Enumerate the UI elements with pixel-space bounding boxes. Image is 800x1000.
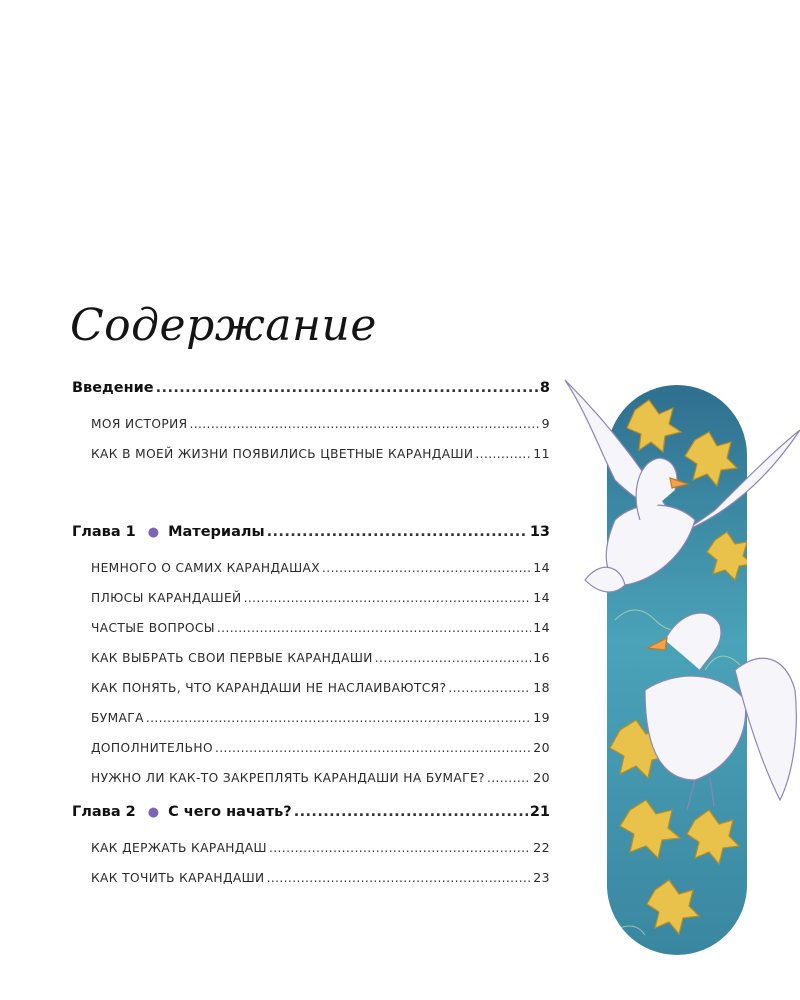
chapter-number: Глава 2 xyxy=(72,804,136,820)
item-page: 22 xyxy=(533,840,550,855)
leader-dots xyxy=(269,841,531,855)
section-title: Введение xyxy=(72,380,154,396)
toc-section-chapter-2[interactable] xyxy=(72,804,550,830)
leader-dots xyxy=(156,380,538,396)
leader-dots xyxy=(267,871,532,885)
item-label: ЧАСТЫЕ ВОПРОСЫ xyxy=(91,621,215,635)
section-page: 13 xyxy=(529,524,550,540)
item-label: КАК ТОЧИТЬ КАРАНДАШИ xyxy=(91,871,265,885)
toc-item[interactable] xyxy=(72,620,550,640)
toc-item[interactable] xyxy=(72,560,550,580)
leader-dots xyxy=(146,711,531,725)
item-page: 23 xyxy=(533,870,550,885)
section-title: Материалы xyxy=(168,524,265,540)
page-title: Содержание xyxy=(70,300,377,351)
toc-item[interactable] xyxy=(72,840,550,860)
item-page: 20 xyxy=(533,770,550,785)
item-page: 14 xyxy=(533,590,550,605)
toc-item[interactable] xyxy=(72,870,550,890)
toc-item[interactable] xyxy=(72,710,550,730)
item-label: КАК ДЕРЖАТЬ КАРАНДАШ xyxy=(91,841,267,855)
leader-dots xyxy=(448,681,531,695)
item-label: МОЯ ИСТОРИЯ xyxy=(91,417,188,431)
item-label: КАК ВЫБРАТЬ СВОИ ПЕРВЫЕ КАРАНДАШИ xyxy=(91,651,373,665)
leader-dots xyxy=(487,771,531,785)
leader-dots xyxy=(217,621,531,635)
item-label: НУЖНО ЛИ КАК-ТО ЗАКРЕПЛЯТЬ КАРАНДАШИ НА БУМАГЕ? xyxy=(91,771,485,785)
toc-item[interactable] xyxy=(72,416,550,436)
swans-illustration xyxy=(545,370,800,970)
item-page: 14 xyxy=(533,560,550,575)
chapter-number: Глава 1 xyxy=(72,524,136,540)
table-of-contents xyxy=(72,380,550,890)
item-label: КАК ПОНЯТЬ, ЧТО КАРАНДАШИ НЕ НАСЛАИВАЮТСЯ? xyxy=(91,681,447,695)
item-page: 9 xyxy=(541,416,550,431)
bullet-icon: ● xyxy=(147,525,160,540)
toc-section-intro[interactable] xyxy=(72,380,550,406)
item-label: ДОПОЛНИТЕЛЬНО xyxy=(91,741,213,755)
bullet-icon: ● xyxy=(147,805,160,820)
toc-section-chapter-1[interactable] xyxy=(72,524,550,550)
section-page: 21 xyxy=(529,804,550,820)
leader-dots xyxy=(294,804,528,820)
item-page: 19 xyxy=(533,710,550,725)
item-page: 16 xyxy=(533,650,550,665)
toc-item[interactable] xyxy=(72,740,550,760)
leader-dots xyxy=(215,741,531,755)
leader-dots xyxy=(375,651,532,665)
toc-item[interactable] xyxy=(72,770,550,790)
item-page: 14 xyxy=(533,620,550,635)
leader-dots xyxy=(322,561,531,575)
item-page: 11 xyxy=(533,446,550,461)
section-title: С чего начать? xyxy=(168,804,292,820)
leader-dots xyxy=(475,447,531,461)
item-page: 18 xyxy=(533,680,550,695)
toc-item[interactable] xyxy=(72,446,550,466)
item-label: НЕМНОГО О САМИХ КАРАНДАШАХ xyxy=(91,561,321,575)
toc-item[interactable] xyxy=(72,650,550,670)
item-page: 20 xyxy=(533,740,550,755)
toc-item[interactable] xyxy=(72,680,550,700)
leader-dots xyxy=(267,524,528,540)
item-label: ПЛЮСЫ КАРАНДАШЕЙ xyxy=(91,591,242,605)
item-label: КАК В МОЕЙ ЖИЗНИ ПОЯВИЛИСЬ ЦВЕТНЫЕ КАРАНДАШИ xyxy=(91,447,474,461)
leader-dots xyxy=(244,591,532,605)
item-label: БУМАГА xyxy=(91,711,144,725)
toc-item[interactable] xyxy=(72,590,550,610)
section-page: 8 xyxy=(539,380,550,396)
leader-dots xyxy=(189,417,539,431)
